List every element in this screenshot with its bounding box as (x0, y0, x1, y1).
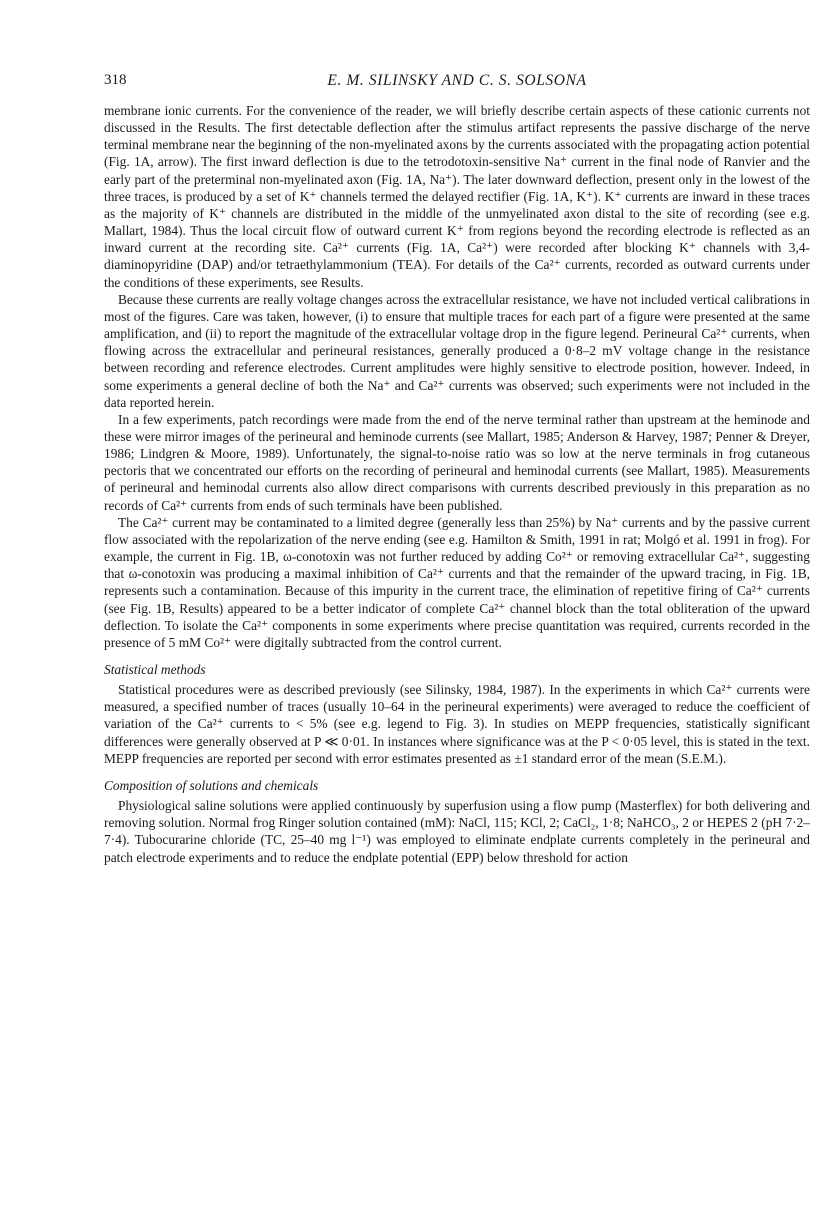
paragraph-currents-continued: membrane ionic currents. For the convenience of the reader, we will briefly describe certain aspects of these cationic currents not discussed in the Results. The first detectable deflection after the stimulus artifact represents the passive discharge of the nerve terminal membrane near the beginning of the non-myelinated axons by the currents associated with the propagating action potential (Fig. 1A, arrow). The first inward deflection is due to the tetrodotoxin-sensitive Na⁺ current in the final node of Ranvier and the early part of the preterminal non-myelinated axon (Fig. 1A, Na⁺). The later downward deflection, present only in the lowest of the three traces, is produced by a set of K⁺ channels termed the delayed rectifier (Fig. 1A, K⁺). K⁺ currents are inward in these traces as the majority of K⁺ channels are distributed in the middle of the unmyelinated axon distal to the site of recording (see e.g. Mallart, 1984). Thus the local circuit flow of outward current K⁺ from regions beyond the recording electrode is reflected as an inward current at the recording site. Ca²⁺ currents (Fig. 1A, Ca²⁺) were recorded after blocking K⁺ channels with 3,4-diaminopyridine (DAP) and/or tetraethylammonium (TEA). For details of the Ca²⁺ currents, recorded as outward currents under the conditions of these experiments, see Results. (104, 103, 810, 290)
paragraph-solutions: Physiological saline solutions were applied continuously by superfusion using a flow pump (Masterflex) for both delivering and removing solution. Normal frog Ringer solution contained (mM): NaCl, 115; KCl, 2; CaCl₂, 1·8; NaHCO₃, 2 or HEPES 2 (pH 7·2–7·4). Tubocurarine chloride (TC, 25–40 mg l⁻¹) was employed to eliminate endplate currents completely in the perineural and patch electrode experiments and to reduce the endplate potential (EPP) below threshold for action (104, 798, 810, 865)
paragraph-patch-recordings: In a few experiments, patch recordings were made from the end of the nerve terminal rather than upstream at the heminode and these were mirror images of the perineural and heminode currents (see Mallart, 1985; Anderson & Harvey, 1987; Penner & Dreyer, 1986; Lindgren & Moore, 1989). Unfortunately, the signal-to-noise ratio was so low at the nerve terminals in frog cutaneous pectoris that we concentrated our efforts on the recording of perineural and heminodal currents (see Mallart, 1985). Measurements of perineural and heminodal currents also allow direct comparisons with currents described previously in this preparation as no records of Ca²⁺ currents from ends of such terminals have been published. (104, 411, 810, 513)
paragraph-statistical-methods: Statistical procedures were as described previously (see Silinsky, 1984, 1987). In the experiments in which Ca²⁺ currents were measured, a specified number of traces (usually 10–64 in the perineural experiments) were averaged to reduce the coefficient of variation of the Ca²⁺ currents to < 5% (see e.g. legend to Fig. 3). In studies on MEPP frequencies, statistically significant differences were generally observed at P ≪ 0·01. In instances where significance was at the P < 0·05 level, this is stated in the text. MEPP frequencies are reported per second with error estimates presented as ±1 standard error of the mean (S.E.M.). (104, 682, 810, 766)
section-heading-statistical-methods: Statistical methods (104, 662, 206, 677)
article-body (104, 102, 810, 866)
paragraph-contamination: The Ca²⁺ current may be contaminated to a limited degree (generally less than 25%) by Na⁺ currents and by the passive current flow associated with the repolarization of the nerve ending (see e.g. Hamilton & Smith, 1991 in rat; Molgó et al. 1991 in frog). For example, the current in Fig. 1B, ω-conotoxin was not further reduced by adding Co²⁺ or removing extracellular Ca²⁺, suggesting that ω-conotoxin was producing a maximal inhibition of Ca²⁺ currents and that the remainder of the upward tracing, in Fig. 1B, represents such a contamination. Because of this impurity in the current trace, the elimination of repetitive firing of Ca²⁺ currents (see Fig. 1B, Results) appeared to be a better indicator of complete Ca²⁺ channel block than the total obliteration of the upward deflection. To isolate the Ca²⁺ components in some experiments where precise quantitation was required, currents recorded in the presence of 5 mM Co²⁺ were digitally subtracted from the control current. (104, 514, 810, 650)
page-number: 318 (104, 72, 127, 88)
running-head: E. M. SILINSKY AND C. S. SOLSONA (327, 72, 587, 89)
paragraph-voltage-calibration: Because these currents are really voltage changes across the extracellular resistance, we have not included vertical calibrations in most of the figures. Care was taken, however, (i) to ensure that multiple traces for each part of a figure were presented at the same amplification, and (ii) to report the magnitude of the extracellular voltage drop in the figure legend. Perineural Ca²⁺ currents, when flowing across the extracellular and perineural resistances, generally produced a 0·8–2 mV voltage change in the resistance between recording and reference electrodes. Current amplitudes were highly sensitive to electrode position, however. Indeed, in some experiments a general decline of both the Na⁺ and Ca²⁺ currents was observed; such experiments were not included in the data reported herein. (104, 291, 810, 410)
section-heading-solutions: Composition of solutions and chemicals (104, 777, 319, 793)
page-header (104, 72, 810, 96)
